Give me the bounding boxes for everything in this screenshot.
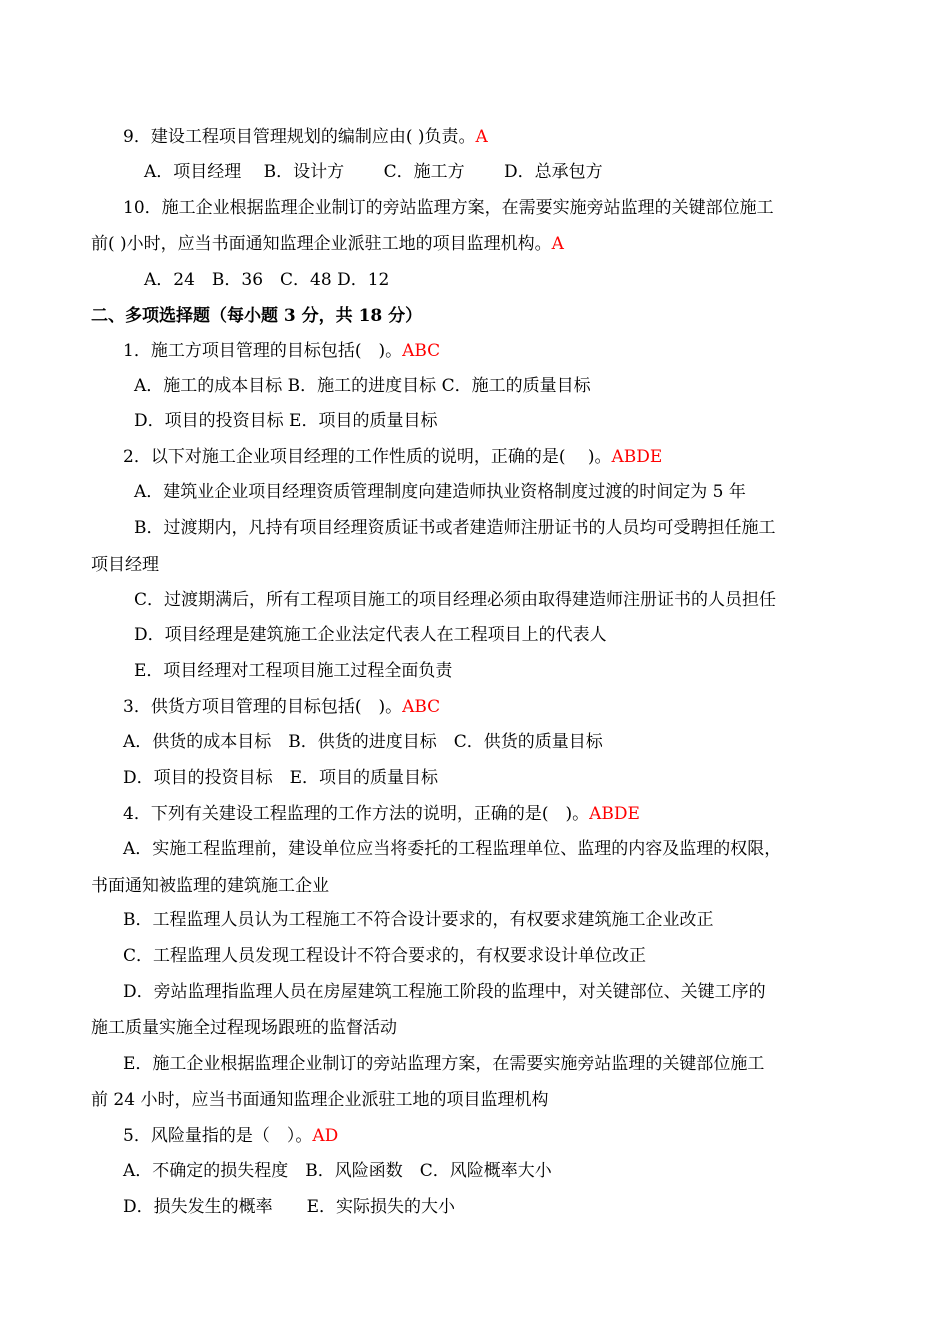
multi-question-2-option-b-continued [91, 554, 159, 576]
question-text: 2．以下对施工企业项目经理的工作性质的说明，正确的是( )。 [123, 447, 612, 467]
answer-key: A [475, 127, 488, 147]
option-text: D．损失发生的概率 E．实际损失的大小 [123, 1197, 456, 1217]
section-title: 二、多项选择题（每小题 3 分，共 18 分） [91, 306, 423, 326]
multi-question-4-option-a [123, 838, 781, 860]
multi-question-3 [123, 696, 440, 718]
question-text: 3．供货方项目管理的目标包括( )。 [123, 697, 403, 717]
multi-question-3-options [123, 767, 438, 789]
question-9 [123, 126, 488, 148]
option-text: A．供货的成本目标 B．供货的进度目标 C．供货的质量目标 [123, 732, 603, 752]
multi-question-4-option-e-continued [91, 1089, 548, 1111]
multi-question-4-option-c [123, 945, 646, 967]
multi-question-1-options [134, 410, 437, 432]
question-10 [123, 197, 774, 219]
answer-key: A [551, 234, 564, 254]
option-text: 项目经理 [91, 555, 159, 575]
option-text: E．项目经理对工程项目施工过程全面负责 [134, 661, 453, 681]
multi-question-4 [123, 803, 640, 825]
multi-question-3-options [123, 731, 603, 753]
option-text: D．项目的投资目标 E．项目的质量目标 [123, 768, 439, 788]
option-text: A．不确定的损失程度 B．风险函数 C．风险概率大小 [123, 1161, 552, 1181]
answer-key: ABDE [589, 804, 640, 824]
option-text: B．工程监理人员认为工程施工不符合设计要求的，有权要求建筑施工企业改正 [123, 910, 714, 930]
multi-question-5-options [123, 1196, 455, 1218]
question-text: 5．风险量指的是（ ）。 [123, 1126, 313, 1146]
answer-key: AD [312, 1126, 339, 1146]
option-text: 书面通知被监理的建筑施工企业 [91, 876, 329, 896]
question-text: 前( )小时，应当书面通知监理企业派驻工地的项目监理机构。 [91, 234, 552, 254]
multi-question-2-option-b [134, 517, 776, 539]
option-text: C．工程监理人员发现工程设计不符合要求的，有权要求设计单位改正 [123, 946, 647, 966]
multi-question-4-option-e [123, 1053, 764, 1075]
question-text: 4．下列有关建设工程监理的工作方法的说明，正确的是( )。 [123, 804, 590, 824]
answer-key: ABDE [611, 447, 663, 467]
option-text: A．实施工程监理前，建设单位应当将委托的工程监理单位、监理的内容及监理的权限， [123, 839, 782, 859]
multi-question-5 [123, 1125, 338, 1147]
multi-question-1 [123, 340, 440, 362]
multi-question-4-option-a-continued [91, 875, 329, 897]
question-9-options [144, 161, 603, 183]
answer-key: ABC [402, 341, 441, 361]
multi-question-4-option-d-continued [91, 1017, 397, 1039]
option-text: C．过渡期满后，所有工程项目施工的项目经理必须由取得建造师注册证书的人员担任 [134, 590, 777, 610]
answer-key: ABC [402, 697, 441, 717]
multi-question-4-option-b [123, 909, 714, 931]
option-text: D．项目的投资目标 E．项目的质量目标 [134, 411, 438, 431]
multi-question-2-option-e [134, 660, 452, 682]
option-text: 前 24 小时，应当书面通知监理企业派驻工地的项目监理机构 [91, 1090, 549, 1110]
option-text: A．施工的成本目标 B．施工的进度目标 C．施工的质量目标 [134, 376, 591, 396]
multi-question-5-options [123, 1160, 552, 1182]
option-text: B．过渡期内，凡持有项目经理资质证书或者建造师注册证书的人员均可受聘担任施工 [134, 518, 776, 538]
option-text: A．24 B．36 C．48 D．12 [144, 270, 390, 290]
multi-question-2-option-d [134, 624, 607, 646]
multi-question-2-option-a [134, 481, 746, 503]
question-text: 9．建设工程项目管理规划的编制应由( )负责。 [123, 127, 476, 147]
question-10-continued [91, 233, 564, 255]
option-text: A．建筑业企业项目经理资质管理制度向建造师执业资格制度过渡的时间定为 5 年 [134, 482, 746, 502]
option-text: A．项目经理 B．设计方 C．施工方 D．总承包方 [144, 162, 603, 182]
multi-question-2-option-c [134, 589, 776, 611]
question-text: 10．施工企业根据监理企业制订的旁站监理方案，在需要实施旁站监理的关键部位施工 [123, 198, 774, 218]
section-heading [91, 305, 422, 327]
multi-question-4-option-d [123, 981, 766, 1003]
option-text: D．旁站监理指监理人员在房屋建筑工程施工阶段的监理中，对关键部位、关键工序的 [123, 982, 766, 1002]
multi-question-1-options [134, 375, 591, 397]
option-text: D．项目经理是建筑施工企业法定代表人在工程项目上的代表人 [134, 625, 607, 645]
question-text: 1．施工方项目管理的目标包括( )。 [123, 341, 403, 361]
multi-question-2 [123, 446, 662, 468]
option-text: E．施工企业根据监理企业制订的旁站监理方案，在需要实施旁站监理的关键部位施工 [123, 1054, 765, 1074]
question-10-options [144, 269, 389, 291]
option-text: 施工质量实施全过程现场跟班的监督活动 [91, 1018, 397, 1038]
